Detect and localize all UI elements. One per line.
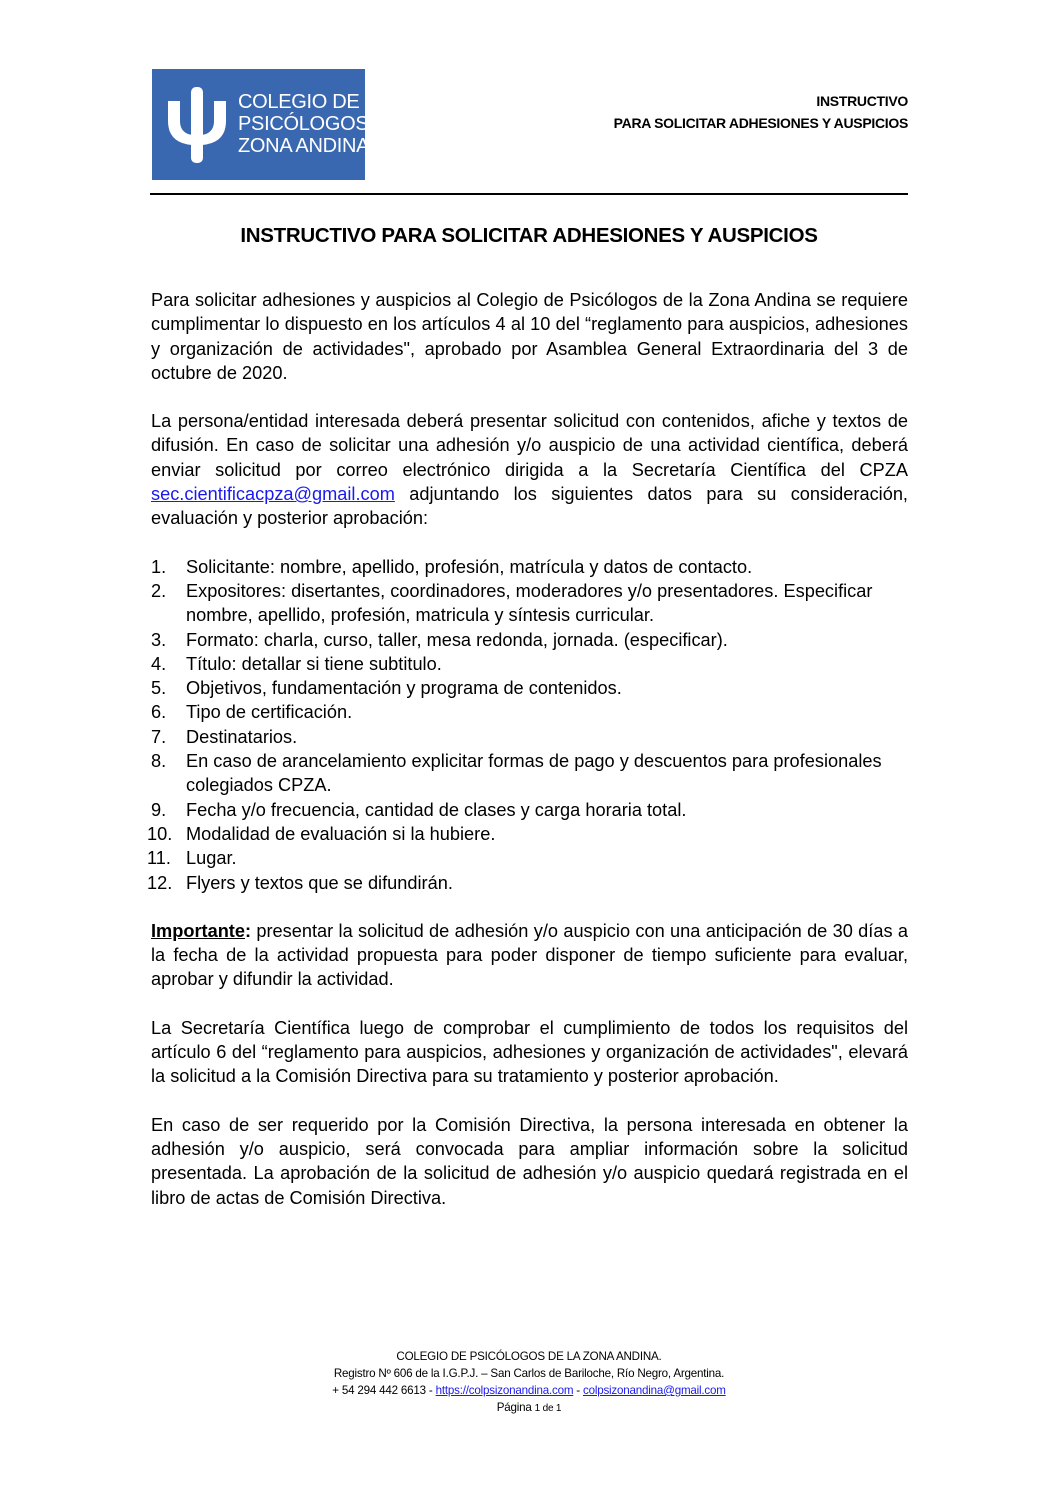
paragraph-secretary: La Secretaría Científica luego de comprobar el cumplimiento de todos los requisitos del artículo 6 del “reglamento para auspicios, adhesiones y organización de actividades", elevará la solicitud a la Comisión Directiva para su tratamiento y posterior aprobación.	[151, 1017, 908, 1087]
header-line-1: INSTRUCTIVO	[816, 93, 908, 109]
list-number: 5.	[151, 678, 167, 699]
page-label: Página	[496, 1401, 535, 1414]
list-item	[151, 628, 908, 652]
list-item	[151, 725, 908, 749]
list-item	[151, 676, 908, 700]
page-title: INSTRUCTIVO PARA SOLICITAR ADHESIONES Y AUSPICIOS	[240, 224, 818, 247]
important-text: presentar la solicitud de adhesión y/o auspicio con una anticipación de 30 días a la fecha de la actividad propuesta para poder disponer de tiempo suficiente para evaluar, aprobar y difundir la actividad.	[151, 920, 908, 990]
list-item	[151, 652, 908, 676]
list-text: Expositores: disertantes, coordinadores, moderadores y/o presentadores. Especificar nombre, apellido, profesión, matricula y síntesis curricular.	[186, 580, 873, 626]
list-text: Fecha y/o frecuencia, cantidad de clases y carga horaria total.	[186, 799, 687, 820]
list-item	[151, 798, 908, 822]
logo-line-3: ZONA ANDINA	[238, 135, 370, 157]
list-item	[147, 871, 908, 895]
paragraph-request-tail: adjuntando los siguientes datos para su consideración, evaluación y posterior aprobación:	[151, 484, 908, 529]
paragraph-request	[151, 409, 908, 530]
important-colon: :	[244, 920, 252, 941]
list-item	[151, 579, 908, 628]
list-number: 4.	[151, 653, 167, 674]
page-total: 1	[555, 1403, 562, 1414]
list-item	[151, 555, 908, 579]
footer-contact	[150, 1382, 908, 1399]
footer-separator: -	[573, 1384, 583, 1397]
list-number: 11.	[147, 848, 171, 869]
footer-email-link[interactable]: colpsizonandina@gmail.com	[582, 1384, 726, 1397]
requirements-list	[147, 555, 908, 895]
logo-line-2: PSICÓLOGOS	[238, 113, 369, 135]
list-text: En caso de arancelamiento explicitar formas de pago y descuentos para profesionales colegiados CPZA.	[186, 751, 882, 796]
list-item	[147, 846, 908, 870]
footer-line-2: Registro Nº 606 de la I.G.P.J. – San Carlos de Bariloche, Río Negro, Argentina.	[333, 1367, 725, 1380]
document-body	[147, 288, 908, 1234]
footer-line-1: COLEGIO DE PSICÓLOGOS DE LA ZONA ANDINA.	[396, 1350, 662, 1363]
page-of: de	[540, 1403, 556, 1414]
psi-logo-icon	[162, 87, 232, 163]
page-current: 1	[534, 1403, 541, 1414]
paragraph-commission: En caso de ser requerido por la Comisión Directiva, la persona interesada en obtener la adhesión y/o auspicio, será convocada para ampliar información sobre la solicitud presentada. La aprobación de la solicitud de adhesión y/o auspicio quedará registrada en el libro de actas de Comisión Directiva.	[151, 1114, 908, 1208]
list-number: 6.	[151, 702, 167, 723]
logo-line-1: COLEGIO DE	[238, 91, 360, 113]
list-number: 12.	[147, 872, 173, 893]
list-number: 8.	[151, 751, 167, 772]
list-number: 2.	[151, 580, 167, 601]
list-item	[151, 749, 908, 798]
header-divider	[150, 193, 908, 195]
list-number: 10.	[147, 823, 173, 844]
paragraph-important	[151, 919, 908, 992]
list-number: 3.	[151, 629, 167, 650]
list-text: Formato: charla, curso, taller, mesa redonda, jornada. (especificar).	[186, 629, 728, 650]
footer-website-link[interactable]: https://colpsizonandina.com	[435, 1384, 574, 1397]
logo	[152, 69, 370, 180]
list-text: Modalidad de evaluación si la hubiere.	[186, 823, 496, 844]
list-text: Flyers y textos que se difundirán.	[186, 872, 453, 893]
scientific-email-link[interactable]: sec.cientificacpza@gmail.com	[151, 484, 395, 505]
list-item	[147, 822, 908, 846]
logo-text	[238, 91, 369, 157]
list-item	[151, 700, 908, 724]
document-header	[614, 90, 908, 134]
page-number	[150, 1399, 908, 1417]
footer-phone: + 54 294 442 6613 -	[332, 1384, 436, 1397]
list-text: Destinatarios.	[186, 726, 298, 747]
header-line-2: PARA SOLICITAR ADHESIONES Y AUSPICIOS	[613, 115, 908, 131]
list-text: Lugar.	[186, 848, 237, 869]
list-number: 7.	[151, 726, 167, 747]
important-label: Importante	[151, 920, 245, 941]
paragraph-request-text: La persona/entidad interesada deberá presentar solicitud con contenidos, afiche y textos de difusión. En caso de solicitar una adhesión y/o auspicio de una actividad científica, deberá enviar solicitud por correo electrónico dirigida a la Secretaría Científica del CPZA	[151, 411, 908, 480]
list-number: 1.	[151, 556, 167, 577]
paragraph-intro: Para solicitar adhesiones y auspicios al Colegio de Psicólogos de la Zona Andina se requiere cumplimentar lo dispuesto en los artículos 4 al 10 del “reglamento para auspicios, adhesiones y organización de actividades", aprobado por Asamblea General Extraordinaria del 3 de octubre de 2020.	[151, 290, 908, 383]
list-text: Objetivos, fundamentación y programa de contenidos.	[186, 678, 622, 699]
list-number: 9.	[151, 799, 167, 820]
list-text: Solicitante: nombre, apellido, profesión, matrícula y datos de contacto.	[186, 556, 753, 577]
list-text: Tipo de certificación.	[186, 702, 353, 723]
page-footer	[150, 1348, 908, 1417]
list-text: Título: detallar si tiene subtitulo.	[186, 653, 442, 674]
